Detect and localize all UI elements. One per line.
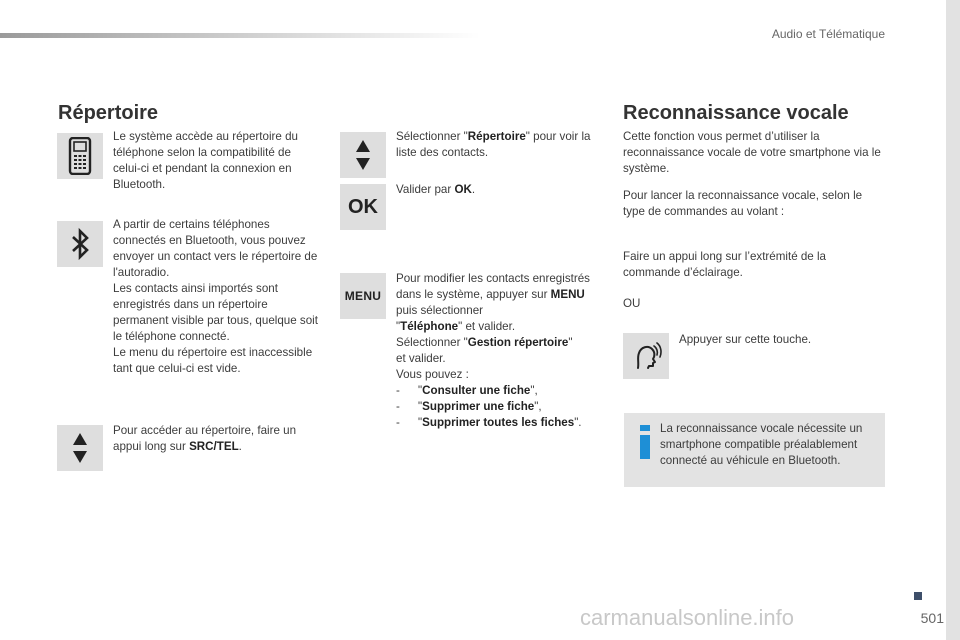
gestion-paragraph <box>396 335 604 351</box>
phone-icon-box <box>57 133 103 179</box>
repertoire-intro-text: Le système accède au répertoire du téléphone selon la compatibilité de celui-ci et pendant la connexion en Bluetooth. <box>113 130 298 191</box>
gest-post: " <box>568 336 573 349</box>
modify-pre: Pour modifier les contacts enregistrés dans le système, appuyer sur <box>396 272 590 301</box>
validate-period: . <box>471 183 476 196</box>
ok-button-icon: OK <box>348 195 378 218</box>
option-label: Consulter une fiche <box>422 384 531 397</box>
page-marker-square <box>914 592 922 600</box>
up-down-arrows-icon <box>70 430 90 466</box>
select-repertoire-text <box>396 129 601 161</box>
access-period: . <box>238 440 242 453</box>
option-supprimer-fiche <box>396 399 604 415</box>
section-header-title: Audio et Télématique <box>771 27 885 41</box>
access-repertoire-text <box>113 423 318 455</box>
voice-command-icon-box <box>623 333 669 379</box>
repertoire-title: Répertoire <box>58 102 159 124</box>
option-label: Supprimer toutes les fiches <box>422 416 575 429</box>
bluetooth-send-paragraph: A partir de certains téléphones connectés en Bluetooth, vous pouvez envoyer un contact vers le répertoire de l'autoradio. <box>113 218 318 279</box>
header-gradient-bar <box>0 33 480 38</box>
info-note-text: La reconnaissance vocale nécessite un smartphone compatible préalablement connecté au véhicule en Bluetooth. <box>660 422 863 467</box>
option-label: Supprimer une fiche <box>422 400 535 413</box>
option-dash: - <box>396 400 400 413</box>
page-number: 501 <box>920 610 944 626</box>
mobile-phone-icon <box>67 137 93 175</box>
option-open-quote: " <box>418 400 423 413</box>
voice-intro-text: Cette fonction vous permet d’utiliser la reconnaissance vocale de votre smartphone via le système. <box>623 130 881 175</box>
voice-recognition-title: Reconnaissance vocale <box>623 102 849 124</box>
ok-icon-box <box>340 184 386 230</box>
validate-text <box>396 182 596 198</box>
bluetooth-permanent-paragraph: Les contacts ainsi importés sont enregistrés dans un répertoire permanent visible par tous, quelque soit le téléphone connecté. <box>113 282 318 343</box>
gest-pre: Sélectionner " <box>396 336 468 349</box>
validate-gestion: et valider. <box>396 352 446 365</box>
select-pre: Sélectionner " <box>396 130 468 143</box>
voice-command-icon <box>630 340 662 372</box>
info-icon <box>640 425 650 461</box>
access-text: Pour accéder au répertoire, faire un appui long sur <box>113 424 297 453</box>
menu-button-icon: MENU <box>344 289 382 303</box>
modify-contacts-text <box>396 271 604 431</box>
info-note-box <box>624 413 885 487</box>
option-close-quote: ", <box>530 384 538 397</box>
voice-lighting-text: Faire un appui long sur l’extrémité de la commande d’éclairage. <box>623 250 826 279</box>
bluetooth-icon-box <box>57 221 103 267</box>
telephone-paragraph <box>396 319 604 335</box>
voice-or-text: OU <box>623 297 641 310</box>
voice-launch-text: Pour lancer la reconnaissance vocale, selon le type de commandes au volant : <box>623 189 863 218</box>
voice-press-key-text: Appuyer sur cette touche. <box>679 333 812 346</box>
page-side-bar <box>946 0 960 640</box>
vous-pouvez: Vous pouvez : <box>396 368 469 381</box>
telephone-option: Téléphone <box>400 320 459 333</box>
up-down-arrows-box-middle <box>340 132 386 178</box>
modify-post: puis sélectionner <box>396 304 484 317</box>
gestion-repertoire-option: Gestion répertoire <box>467 336 569 349</box>
option-consulter <box>396 383 604 399</box>
up-down-arrows-icon <box>353 137 373 173</box>
up-down-arrows-box-left <box>57 425 103 471</box>
validate-pre: Valider par <box>396 183 455 196</box>
src-tel-key: SRC/TEL <box>189 440 239 453</box>
bluetooth-icon <box>69 227 91 261</box>
repertoire-option: Répertoire <box>467 130 526 143</box>
modify-paragraph <box>396 271 604 319</box>
option-open-quote: " <box>418 384 423 397</box>
ok-key: OK <box>454 183 472 196</box>
bluetooth-empty-paragraph: Le menu du répertoire est inaccessible tant que celui-ci est vide. <box>113 346 313 375</box>
watermark-text: carmanualsonline.info <box>580 605 795 630</box>
tel-quote: " <box>396 320 401 333</box>
select-post: " pour voir la liste des contacts. <box>396 130 591 159</box>
option-supprimer-toutes <box>396 415 604 431</box>
menu-key: MENU <box>550 288 585 301</box>
bluetooth-import-text <box>113 217 320 377</box>
option-dash: - <box>396 384 400 397</box>
option-close-quote: ". <box>574 416 582 429</box>
option-close-quote: ", <box>534 400 542 413</box>
tel-post: " et valider. <box>458 320 516 333</box>
option-open-quote: " <box>418 416 423 429</box>
menu-icon-box <box>340 273 386 319</box>
option-dash: - <box>396 416 400 429</box>
